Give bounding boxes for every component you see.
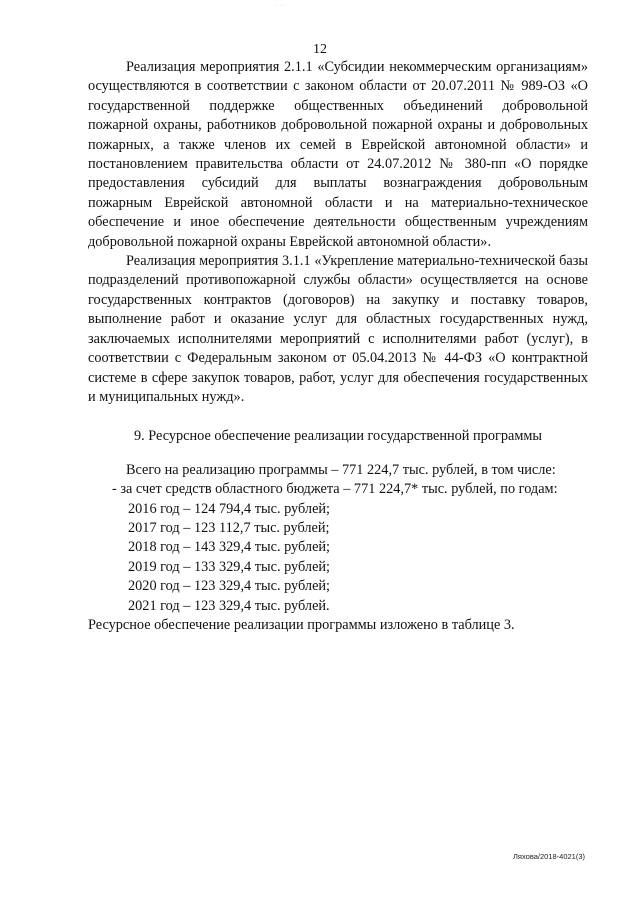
- year-funding-item: 2018 год – 143 329,4 тыс. рублей;: [128, 539, 331, 556]
- regional-budget-line: - за счет средств областного бюджета – 771 224,7* тыс. рублей, по годам:: [112, 481, 558, 498]
- year-funding-item: 2021 год – 123 329,4 тыс. рублей.: [128, 597, 330, 614]
- document-body: [88, 58, 588, 635]
- total-funding-line: Всего на реализацию программы – 771 224,7 тыс. рублей, в том числе:: [126, 461, 556, 478]
- closing-line: Ресурсное обеспечение реализации программы изложено в таблице 3.: [88, 616, 515, 633]
- yearly-funding-list: [88, 500, 588, 616]
- year-funding-item: 2017 год – 123 112,7 тыс. рублей;: [128, 519, 330, 536]
- year-funding-item: 2020 год – 123 329,4 тыс. рублей;: [128, 578, 331, 595]
- page-number: 12: [313, 42, 327, 57]
- paragraph-measure-2-1-1: Реализация мероприятия 2.1.1 «Субсидии некоммерческим организациям» осуществляются в соответствии с законом области от 20.07.2011 № 989-ОЗ «О государственной поддержке общественных объединений добровольной пожарной охраны, работников добровольной пожарной охраны и добровольных пожарных, а также членов их семей в Еврейской автономной области» и постановлением правительства области от 24.07.2012 № 380-пп «О порядке предоставления субсидий для выплаты вознаграждения добровольным пожарным Еврейской автономной области и на материально-техническое обеспечение и иное обеспечение деятельности общественным учреждениям добровольной пожарной охраны Еврейской автономной области».: [88, 59, 588, 250]
- year-funding-item: 2016 год – 124 794,4 тыс. рублей;: [128, 500, 331, 517]
- scan-artifact: · ·· ·: [276, 3, 287, 9]
- paragraph-measure-3-1-1: Реализация мероприятия 3.1.1 «Укрепление материально-технической базы подразделений противопожарной службы области» осуществляется на основе государственных контрактов (договоров) на закупку и поставку товаров, выполнение работ и оказание услуг для областных государственных нужд, заключаемых исполнителями мероприятий с исполнителями работ (услуг), в соответствии с Федеральным законом от 05.04.2013 № 44-ФЗ «О контрактной системе в сфере закупок товаров, работ, услуг для обеспечения государственных и муниципальных нужд».: [88, 253, 588, 405]
- year-funding-item: 2019 год – 133 329,4 тыс. рублей;: [128, 558, 331, 575]
- document-footer-code: Ляхова/2018-4021(3): [513, 852, 586, 861]
- section-heading: 9. Ресурсное обеспечение реализации государственной программы: [133, 428, 543, 445]
